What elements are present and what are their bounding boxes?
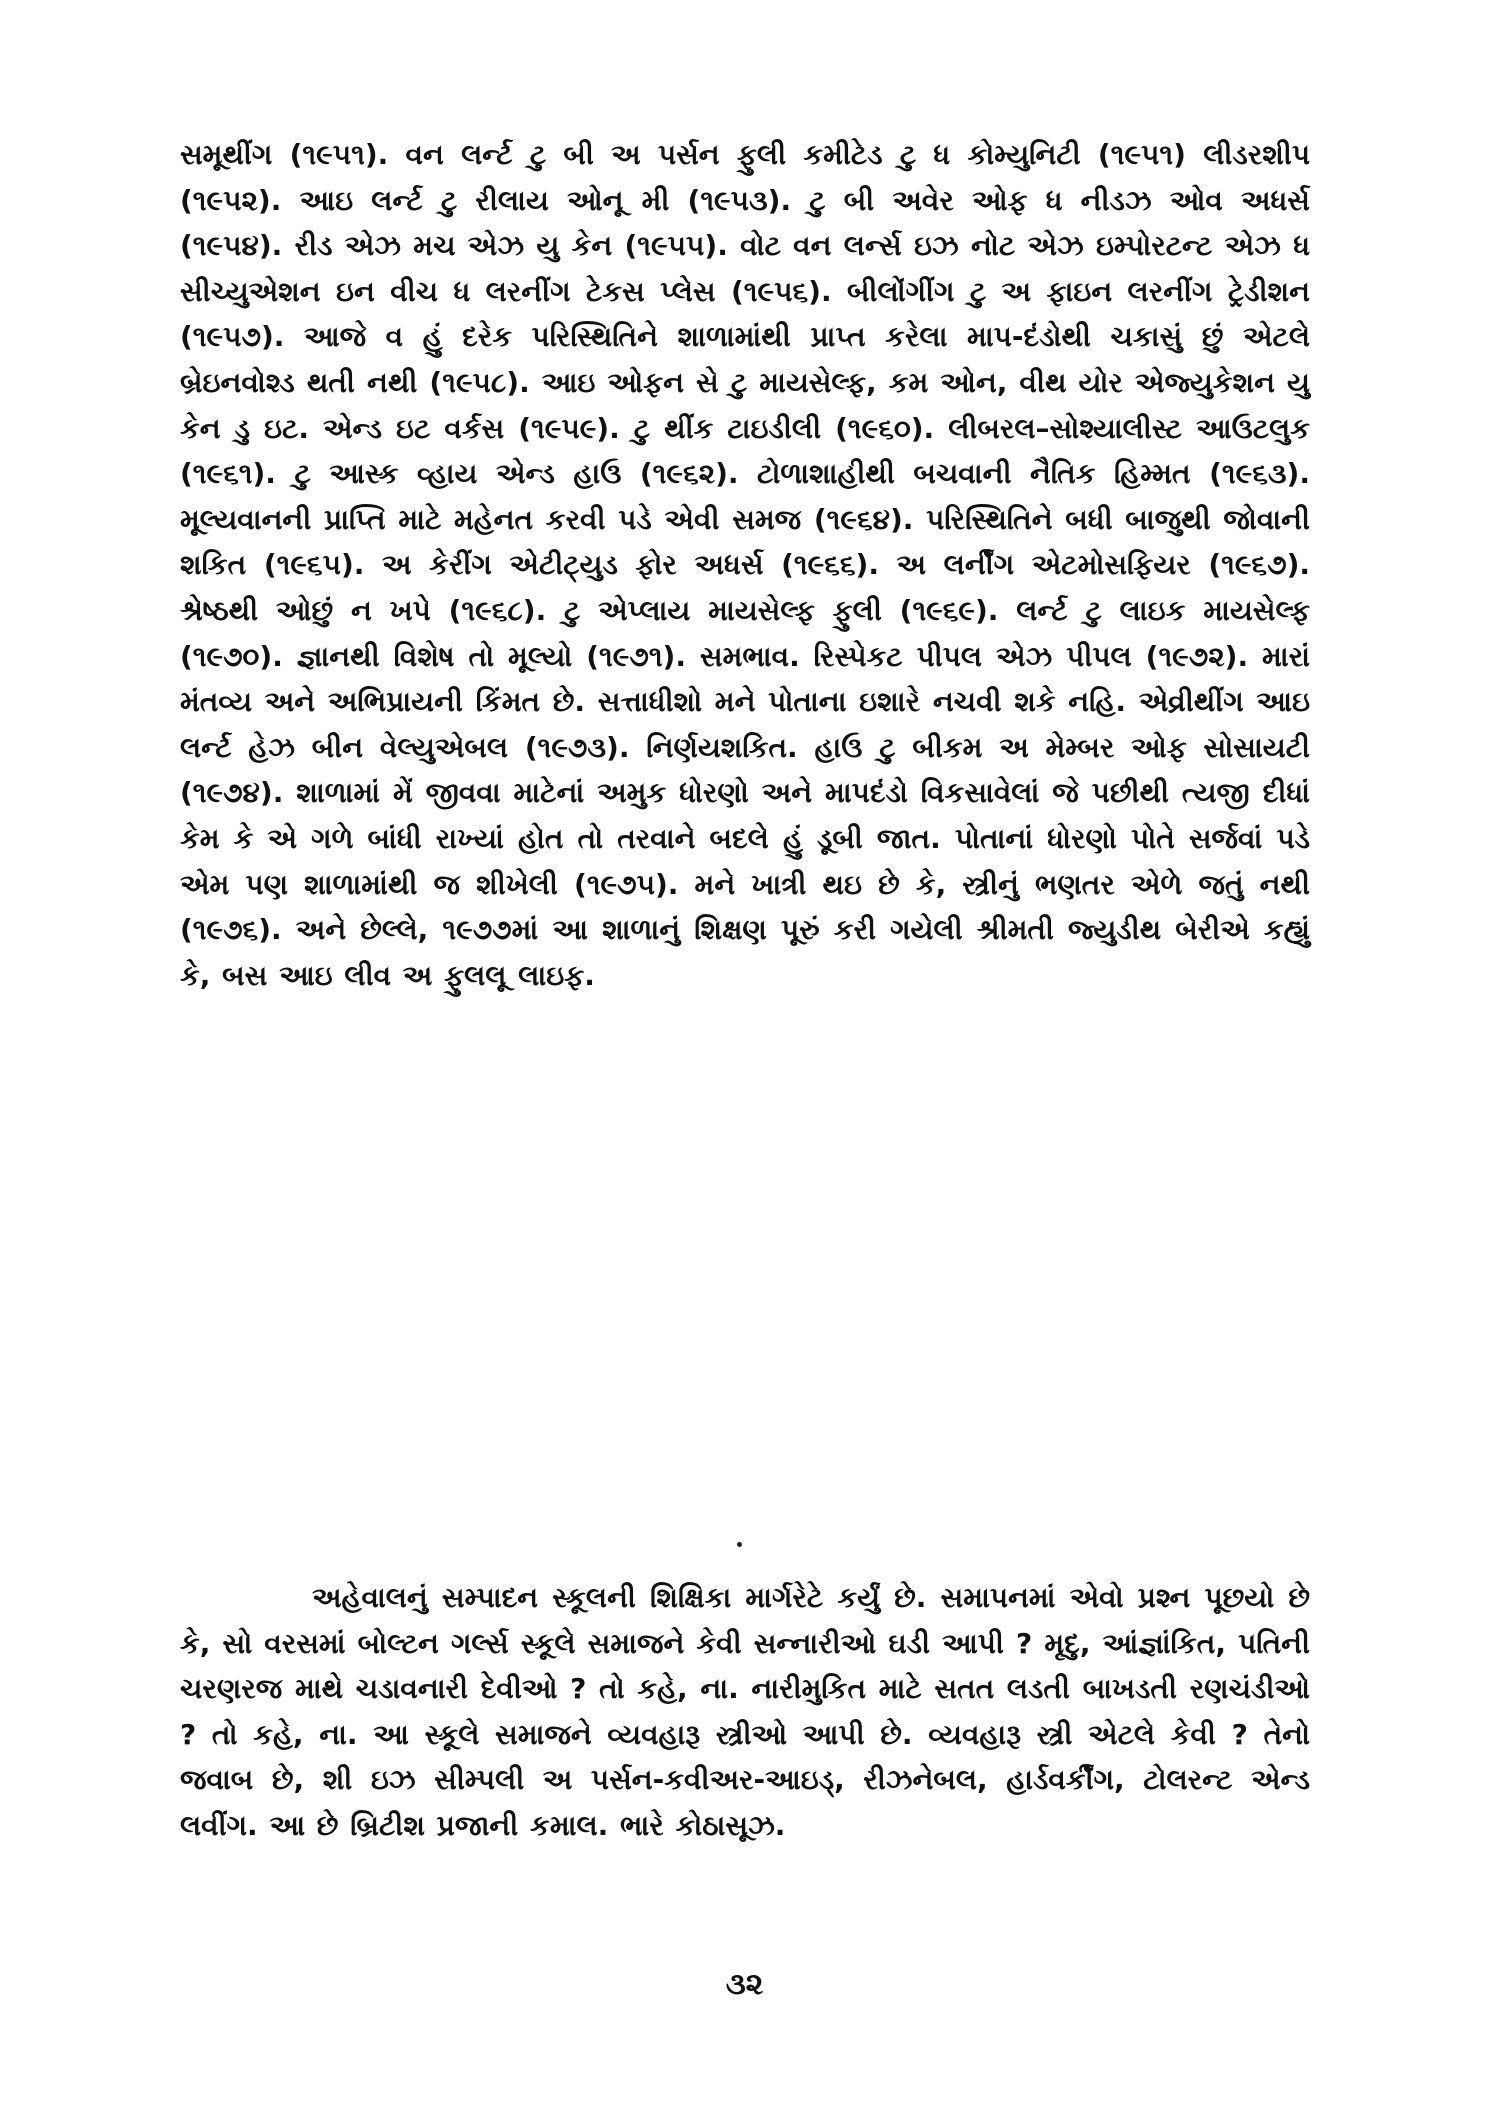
page-number: ૩૨ [725, 1967, 764, 2002]
body-paragraph-2: અહેવાલનું સમ્પાદન સ્કૂલની શિક્ષિકા માર્ગરેટે કર્યું છે. સમાપનમાં એવો પ્રશ્ન પૂછયો છે કે, સો વરસમાં બોલ્ટન ગર્લ્સ સ્કૂલે સમાજને કેવી સન્નારીઓ ઘડી આપી ? મૃદુ, આંજ્ઞાંકિત, પતિની ચરણરજ માથે ચડાવનારી દેવીઓ ? તો કહે, ના. નારીમુકિત માટે સતત લડતી બાખડતી રણચંડીઓ ? તો કહે, ના. આ સ્કૂલે સમાજને વ્યવહારૂ સ્ત્રીઓ આપી છે. વ્યવહારૂ સ્ત્રી એટલે કેવી ? તેનો જવાબ છે, શી ઇઝ સીમ્પલી અ પર્સન-કવીઅર-આઇડ્, રીઝનેબલ, હાર્ડવર્કીંગ, ટોલરન્ટ એન્ડ લવીંગ. આ છે બ્રિટીશ પ્રજાની કમાલ. ભારે કોઠાસૂઝ. [180, 1581, 1310, 1842]
body-paragraph-1: સમૂથીંગ (૧૯૫૧). વન લર્ન્ટ ટુ બી અ પર્સન ફુલી કમીટેડ ટુ ધ કોમ્યુનિટી (૧૯૫૧) લીડરશીપ (૧૯૫૨). આઇ લર્ન્ટ ટુ રીલાય ઓનૂ મી (૧૯૫૩). ટુ બી અવેર ઓફ ધ નીડઝ ઓવ અધર્સ (૧૯૫૪). રીડ એઝ મચ એઝ યુ કેન (૧૯૫૫). વોટ વન લર્ન્સ ઇઝ નોટ એઝ ઇમ્પોરટન્ટ એઝ ધ સીચ્યુએશન ઇન વીચ ધ લરનીંગ ટેકસ પ્લેસ (૧૯૫૬). બીલોંગીંગ ટુ અ ફાઇન લરનીંગ ટ્રેડીશન (૧૯૫૭). આજે વ હું દરેક પરિસ્થિતિને શાળામાંથી પ્રાપ્ત કરેલા માપ-દંડોથી ચકાસું છું એટલે બ્રેઇનવોશ્ડ થતી નથી (૧૯૫૮). આઇ ઓફન સે ટુ માયસેલ્ફ, કમ ઓન, વીથ યોર એજ્યુકેશન યુ કેન ડુ ઇટ. એન્ડ ઇટ વર્કસ (૧૯૫૯). ટુ થીંક ટાઇડીલી (૧૯૬૦). લીબરલ–સોશ્યાલીસ્ટ આઉટલુક (૧૯૬૧). ટુ આસ્ક વ્હાય એન્ડ હાઉ (૧૯૬૨). ટોળાશાહીથી બચવાની નૈતિક હિમ્મત (૧૯૬૩). મૂલ્યવાનની પ્રાપ્તિ માટે મહેનત કરવી પડે એવી સમજ (૧૯૬૪). પરિસ્થિતિને બધી બાજુથી જોવાની શકિત (૧૯૬૫). અ કેરીંગ એટીટ્યુડ ફોર અધર્સ (૧૯૬૬). અ લર્નીંગ એટમોસફિયર (૧૯૬૭). શ્રેષ્ઠથી ઓછું ન ખપે (૧૯૬૮). ટુ એપ્લાય માયસેલ્ફ ફુલી (૧૯૬૯). લર્ન્ટ ટુ લાઇક માયસેલ્ફ (૧૯૭૦). જ્ઞાનથી વિશેષ તો મૂલ્યો (૧૯૭૧). સમભાવ. રિસ્પેકટ પીપલ એઝ પીપલ (૧૯૭૨). મારાં મંતવ્ય અને અભિપ્રાયની કિંમત છે. સત્તાધીશો મને પોતાના ઇશારે નચવી શકે નહિ. એવ્રીથીંગ આઇ લર્ન્ટ હેઝ બીન વેલ્યુએબલ (૧૯૭૩). નિર્ણયશકિત. હાઉ ટુ બીકમ અ મેમ્બર ઓફ સોસાયટી (૧૯૭૪). શાળામાં મેં જીવવા માટેનાં અમુક ધોરણો અને માપદંડો વિકસાવેલાં જે પછીથી ત્યજી દીધાં કેમ કે એ ગળે બાંધી રાખ્યાં હોત તો તરવાને બદલે હું ડૂબી જાત. પોતાનાં ધોરણો પોતે સર્જવાં પડે એમ પણ શાળામાંથી જ શીખેલી (૧૯૭૫). મને ખાત્રી થઇ છે કે, સ્ત્રીનું ભણતર એળે જતું નથી (૧૯૭૬). અને છેલ્લે, ૧૯૭૭માં આ શાળાનું શિક્ષણ પૂરું કરી ગયેલી શ્રીમતી જ્યુડીથ બેરીએ કહ્યું કે, બસ આઇ લીવ અ ફુલલૂ લાઇફ. [180, 138, 1310, 992]
paragraph-separator-dot [737, 1542, 742, 1547]
